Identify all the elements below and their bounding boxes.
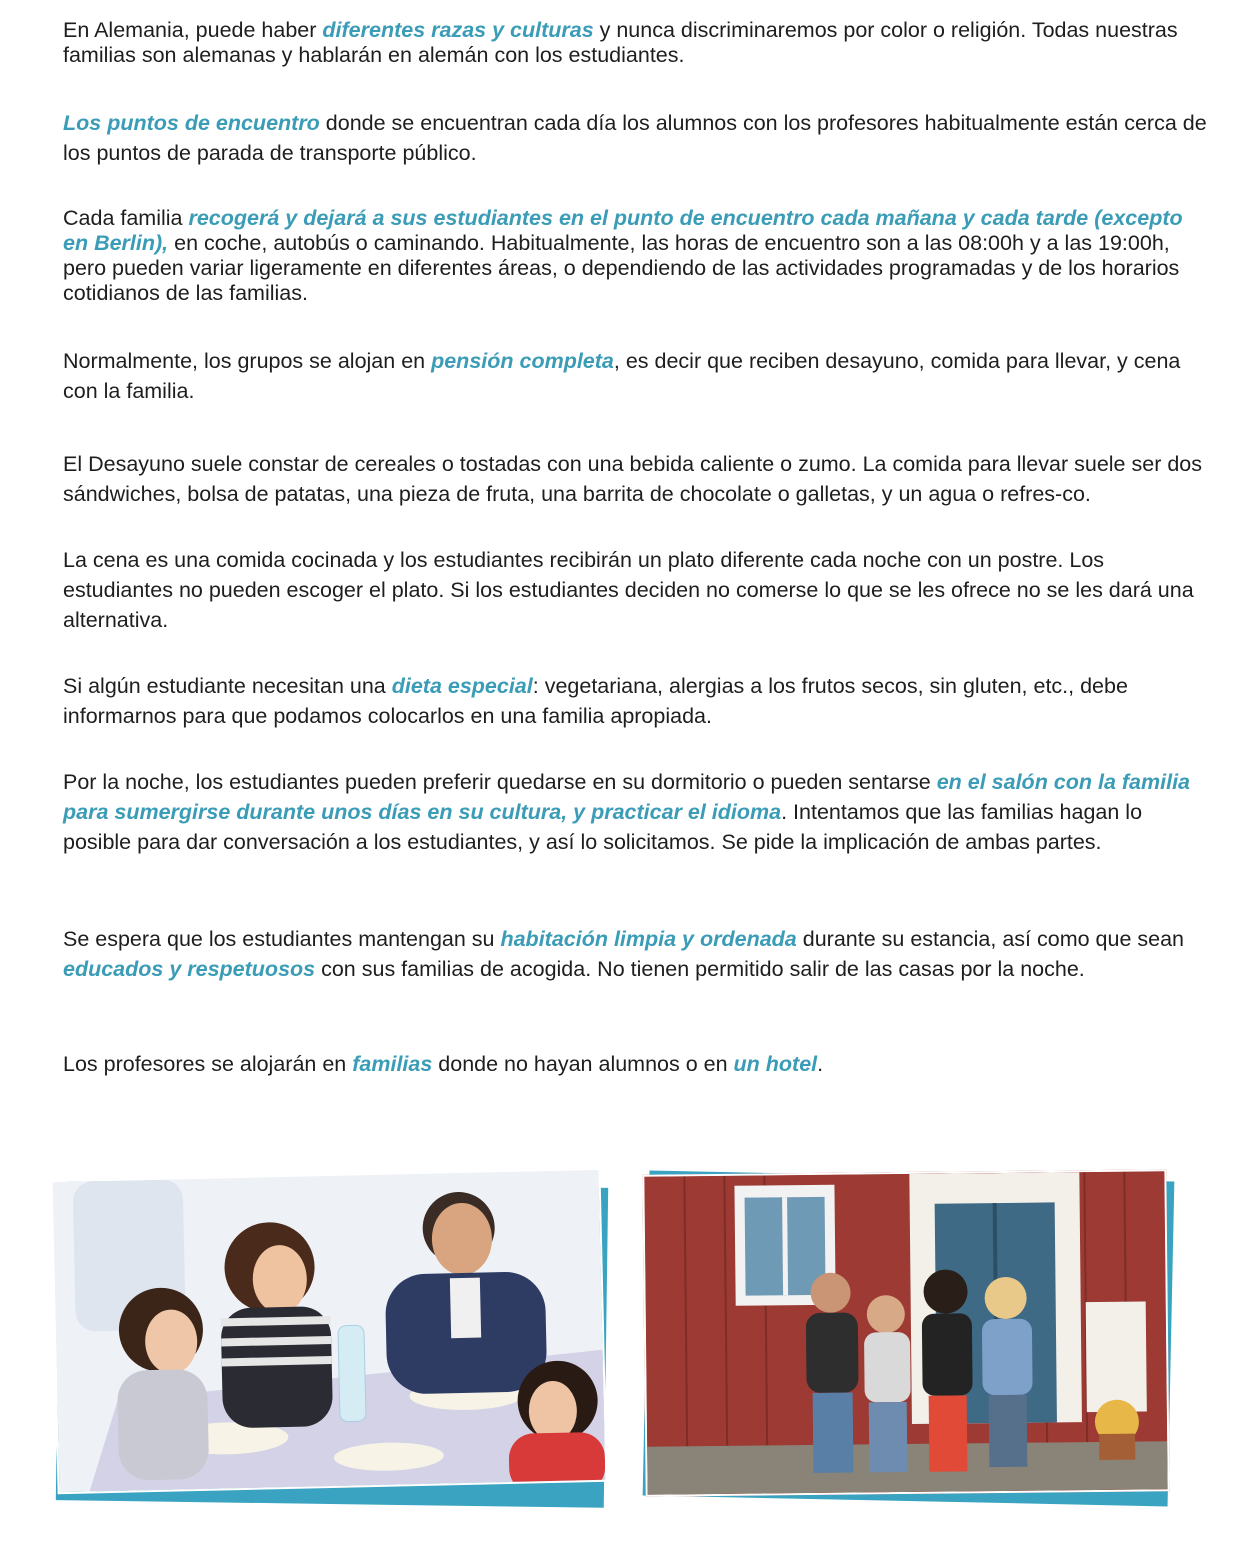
family-at-table-illustration	[53, 1170, 606, 1492]
body-text: Normalmente, los grupos se alojan en	[63, 349, 432, 373]
paragraph-breakfast	[63, 449, 1213, 509]
paragraph-pickup	[63, 206, 1213, 306]
highlighted-text: habitación limpia y ordenada	[500, 927, 797, 951]
body-text: en coche, autobús o caminando. Habitualmente, las horas de encuentro son a las 08:00h y a las 19:00h, pero pueden variar ligeramente en diferentes áreas, o dependiendo de las actividades programadas y de los horarios cotidianos de las familias.	[63, 231, 1180, 305]
paragraph-teachers	[63, 1049, 1213, 1079]
highlighted-text: dieta especial	[391, 674, 533, 698]
paragraph-evenings	[63, 767, 1213, 857]
family-in-front-of-house-image	[642, 1169, 1169, 1496]
body-text: y nunca discriminaremos por color o religión. Todas nuestras familias son alemanas y hablarán en alemán con los estudiantes.	[63, 18, 1178, 67]
paragraph-meeting-points	[63, 108, 1213, 168]
body-text: El Desayuno suele constar de cereales o tostadas con una bebida caliente o zumo. La comida para llevar suele ser dos sándwiches, bolsa de patatas, una pieza de fruta, una barrita de chocolate o galletas, y un agua o refres-co.	[63, 452, 1202, 506]
highlighted-text: un hotel	[733, 1052, 818, 1076]
highlighted-text: educados y respetuosos	[63, 957, 316, 981]
body-text: : vegetariana, alergias a los frutos secos, sin gluten, etc., debe informarnos para que podamos colocarlos en una familia apropiada.	[63, 674, 1128, 728]
paragraph-diversity	[63, 18, 1213, 68]
body-text: Los profesores se alojarán en	[63, 1052, 353, 1076]
body-text: donde no hayan alumnos o en	[432, 1052, 734, 1076]
body-text: Cada familia	[63, 206, 189, 230]
body-text: Si algún estudiante necesitan una	[63, 674, 392, 698]
highlighted-text: pensión completa	[431, 349, 614, 373]
body-text: donde se encuentran cada día los alumnos con los profesores habitualmente están cerca de los puntos de parada de transporte público.	[63, 111, 1207, 165]
body-text: La cena es una comida cocinada y los estudiantes recibirán un plato diferente cada noche con un postre. Los estudiantes no pueden escoger el plato. Si los estudiantes deciden no comerse lo que se les ofrece no se les dará una alternativa.	[63, 548, 1194, 632]
body-text: . Intentamos que las familias hagan lo posible para dar conversación a los estudiantes, y así lo solicitamos. Se pide la implicación de ambas partes.	[63, 800, 1143, 854]
red-house-illustration	[644, 1171, 1167, 1494]
highlighted-text: en el salón con la familia para sumergirse durante unos días en su cultura, y practicar el idioma	[63, 770, 1191, 824]
highlighted-text: familias	[352, 1052, 433, 1076]
body-text: .	[817, 1052, 824, 1076]
paragraph-special-diet	[63, 671, 1213, 731]
body-text: Por la noche, los estudiantes pueden preferir quedarse en su dormitorio o pueden sentarse	[63, 770, 937, 794]
family-in-front-of-house-photo	[640, 1168, 1180, 1513]
paragraph-full-board	[63, 346, 1213, 406]
highlighted-text: diferentes razas y culturas	[322, 18, 594, 42]
paragraph-room-behaviour	[63, 924, 1213, 984]
body-text: Se espera que los estudiantes mantengan su	[63, 927, 501, 951]
family-at-table-image	[51, 1168, 608, 1494]
body-text: , es decir que reciben desayuno, comida para llevar, y cena con la familia.	[63, 349, 1181, 403]
family-at-table-photo	[52, 1170, 612, 1515]
highlighted-text: Los puntos de encuentro	[63, 111, 320, 135]
body-text: En Alemania, puede haber	[63, 18, 323, 42]
body-text: durante su estancia, así como que sean	[796, 927, 1185, 951]
paragraph-dinner	[63, 545, 1213, 635]
highlighted-text: recogerá y dejará a sus estudiantes en el punto de encuentro cada mañana y cada tarde (excepto en Berlin),	[63, 206, 1183, 255]
body-text: con sus familias de acogida. No tienen permitido salir de las casas por la noche.	[315, 957, 1085, 981]
